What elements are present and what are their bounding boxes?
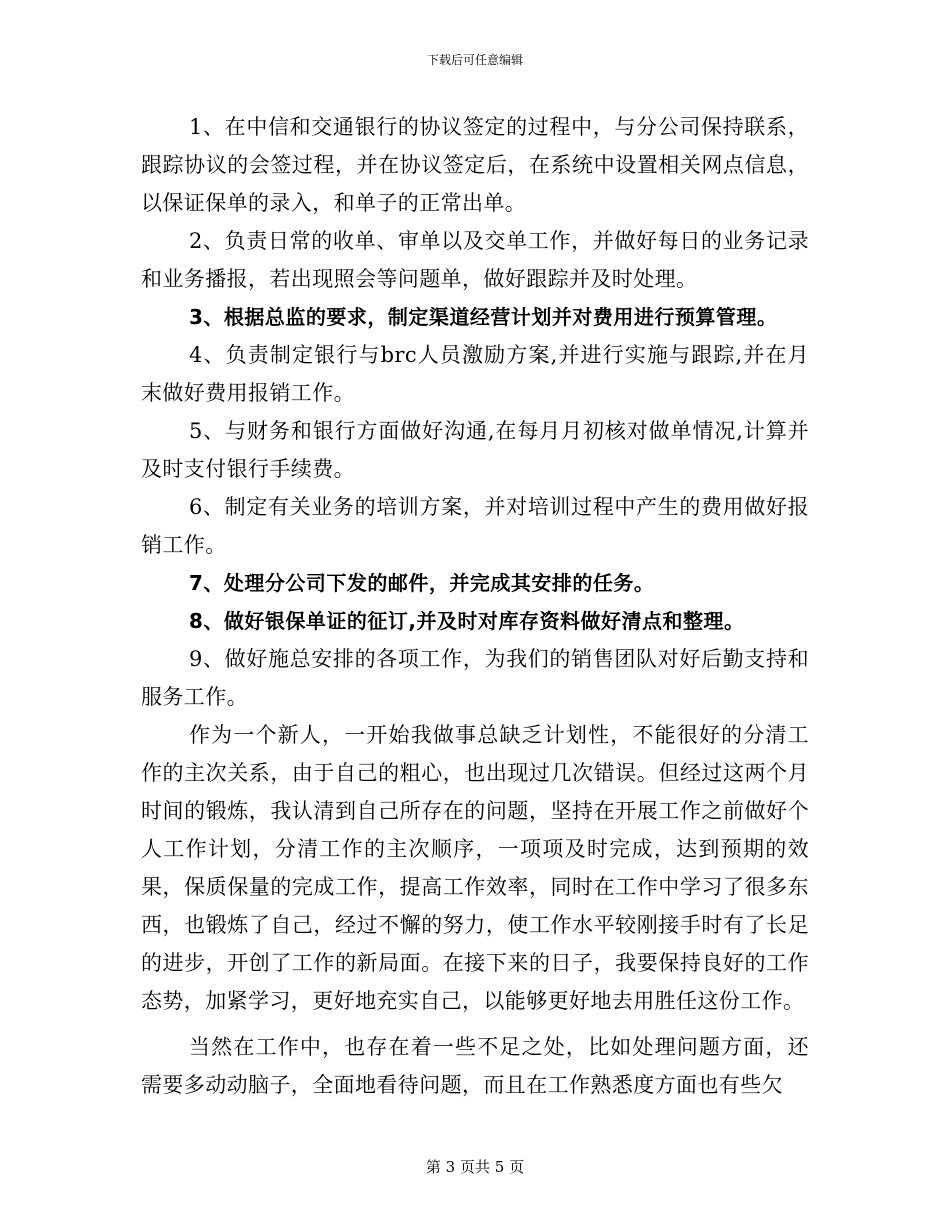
paragraph-item-9: 9、做好施总安排的各项工作，为我们的销售团队对好后勤支持和服务工作。 (141, 647, 809, 709)
paragraph-item-2: 2、负责日常的收单、审单以及交单工作，并做好每日的业务记录和业务播报，若出现照会等问题单，做好跟踪并及时处理。 (141, 229, 809, 291)
paragraph-item-5: 5、与财务和银行方面做好沟通,在每月月初核对做单情况,计算并及时支付银行手续费。 (141, 419, 809, 481)
paragraph-item-8: 8、做好银保单证的征订,并及时对库存资料做好清点和整理。 (189, 609, 745, 633)
paragraph-item-6: 6、制定有关业务的培训方案，并对培训过程中产生的费用做好报销工作。 (141, 495, 809, 557)
page-header: 下载后可任意编辑 (426, 53, 523, 67)
document-body (141, 108, 809, 1104)
paragraph-item-7: 7、处理分公司下发的邮件，并完成其安排的任务。 (189, 571, 655, 595)
paragraph-item-1: 1、在中信和交通银行的协议签定的过程中，与分公司保持联系，跟踪协议的会签过程，并在协议签定后，在系统中设置相关网点信息，以保证保单的录入，和单子的正常出单。 (141, 115, 809, 215)
paragraph-item-4: 4、负责制定银行与brc人员激励方案,并进行实施与跟踪,并在月末做好费用报销工作。 (141, 343, 809, 405)
paragraph-shortcomings: 当然在工作中，也存在着一些不足之处，比如处理问题方面，还需要多动动脑子，全面地看待问题，而且在工作熟悉度方面也有些欠 (141, 1035, 809, 1097)
paragraph-reflection: 作为一个新人，一开始我做事总缺乏计划性，不能很好的分清工作的主次关系，由于自己的粗心，也出现过几次错误。但经过这两个月时间的锻炼，我认清到自己所存在的问题，坚持在开展工作之前做好个人工作计划，分清工作的主次顺序，一项项及时完成，达到预期的效果，保质保量的完成工作，提高工作效率，同时在工作中学习了很多东西，也锻炼了自己，经过不懈的努力，使工作水平较刚接手时有了长足的进步，开创了工作的新局面。在接下来的日子，我要保持良好的工作态势，加紧学习，更好地充实自己，以能够更好地去用胜任这份工作。 (141, 723, 809, 1013)
page-number-footer: 第 3 页共 5 页 (425, 1158, 525, 1176)
paragraph-item-3: 3、根据总监的要求，制定渠道经营计划并对费用进行预算管理。 (189, 305, 778, 329)
